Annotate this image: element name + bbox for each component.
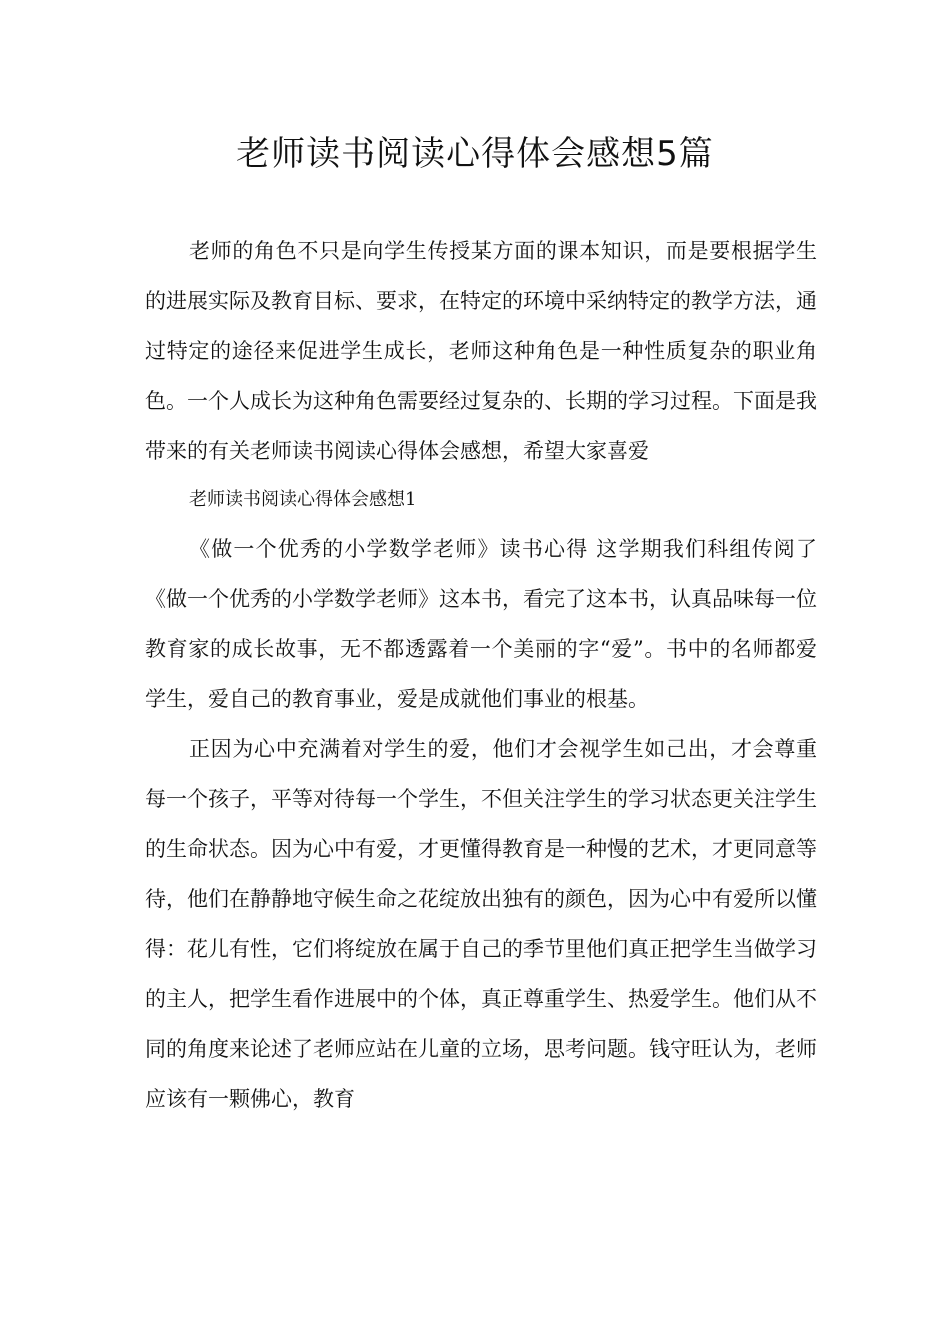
- section-heading: 老师读书阅读心得体会感想1: [189, 489, 417, 510]
- body-paragraph: 正因为心中充满着对学生的爱，他们才会视学生如己出，才会尊重每一个孩子，平等对待每一个学生，不但关注学生的学习状态更关注学生的生命状态。因为心中有爱，才更懂得教育是一种慢的艺术，才更同意等待，他们在静静地守候生命之花绽放出独有的颜色，因为心中有爱所以懂得：花儿有性，它们将绽放在属于自己的季节里他们真正把学生当做学习的主人，把学生看作进展中的个体，真正尊重学生、热爱学生。他们从不同的角度来论述了老师应站在儿童的立场，思考问题。钱守旺认为，老师应该有一颗佛心，教育: [145, 737, 817, 1111]
- document-title: 老师读书阅读心得体会感想5篇: [236, 134, 714, 174]
- document-body: [145, 226, 817, 1124]
- body-paragraph: 《做一个优秀的小学数学老师》读书心得 这学期我们科组传阅了《做一个优秀的小学数学老师》这本书，看完了这本书，认真品味每一位教育家的成长故事，无不都透露着一个美丽的字“爱”。书中的名师都爱学生，爱自己的教育事业，爱是成就他们事业的根基。: [145, 537, 817, 711]
- intro-paragraph: 老师的角色不只是向学生传授某方面的课本知识，而是要根据学生的进展实际及教育目标、要求，在特定的环境中采纳特定的教学方法，通过特定的途径来促进学生成长，老师这种角色是一种性质复杂的职业角色。一个人成长为这种角色需要经过复杂的、长期的学习过程。下面是我带来的有关老师读书阅读心得体会感想，希望大家喜爱: [145, 239, 817, 463]
